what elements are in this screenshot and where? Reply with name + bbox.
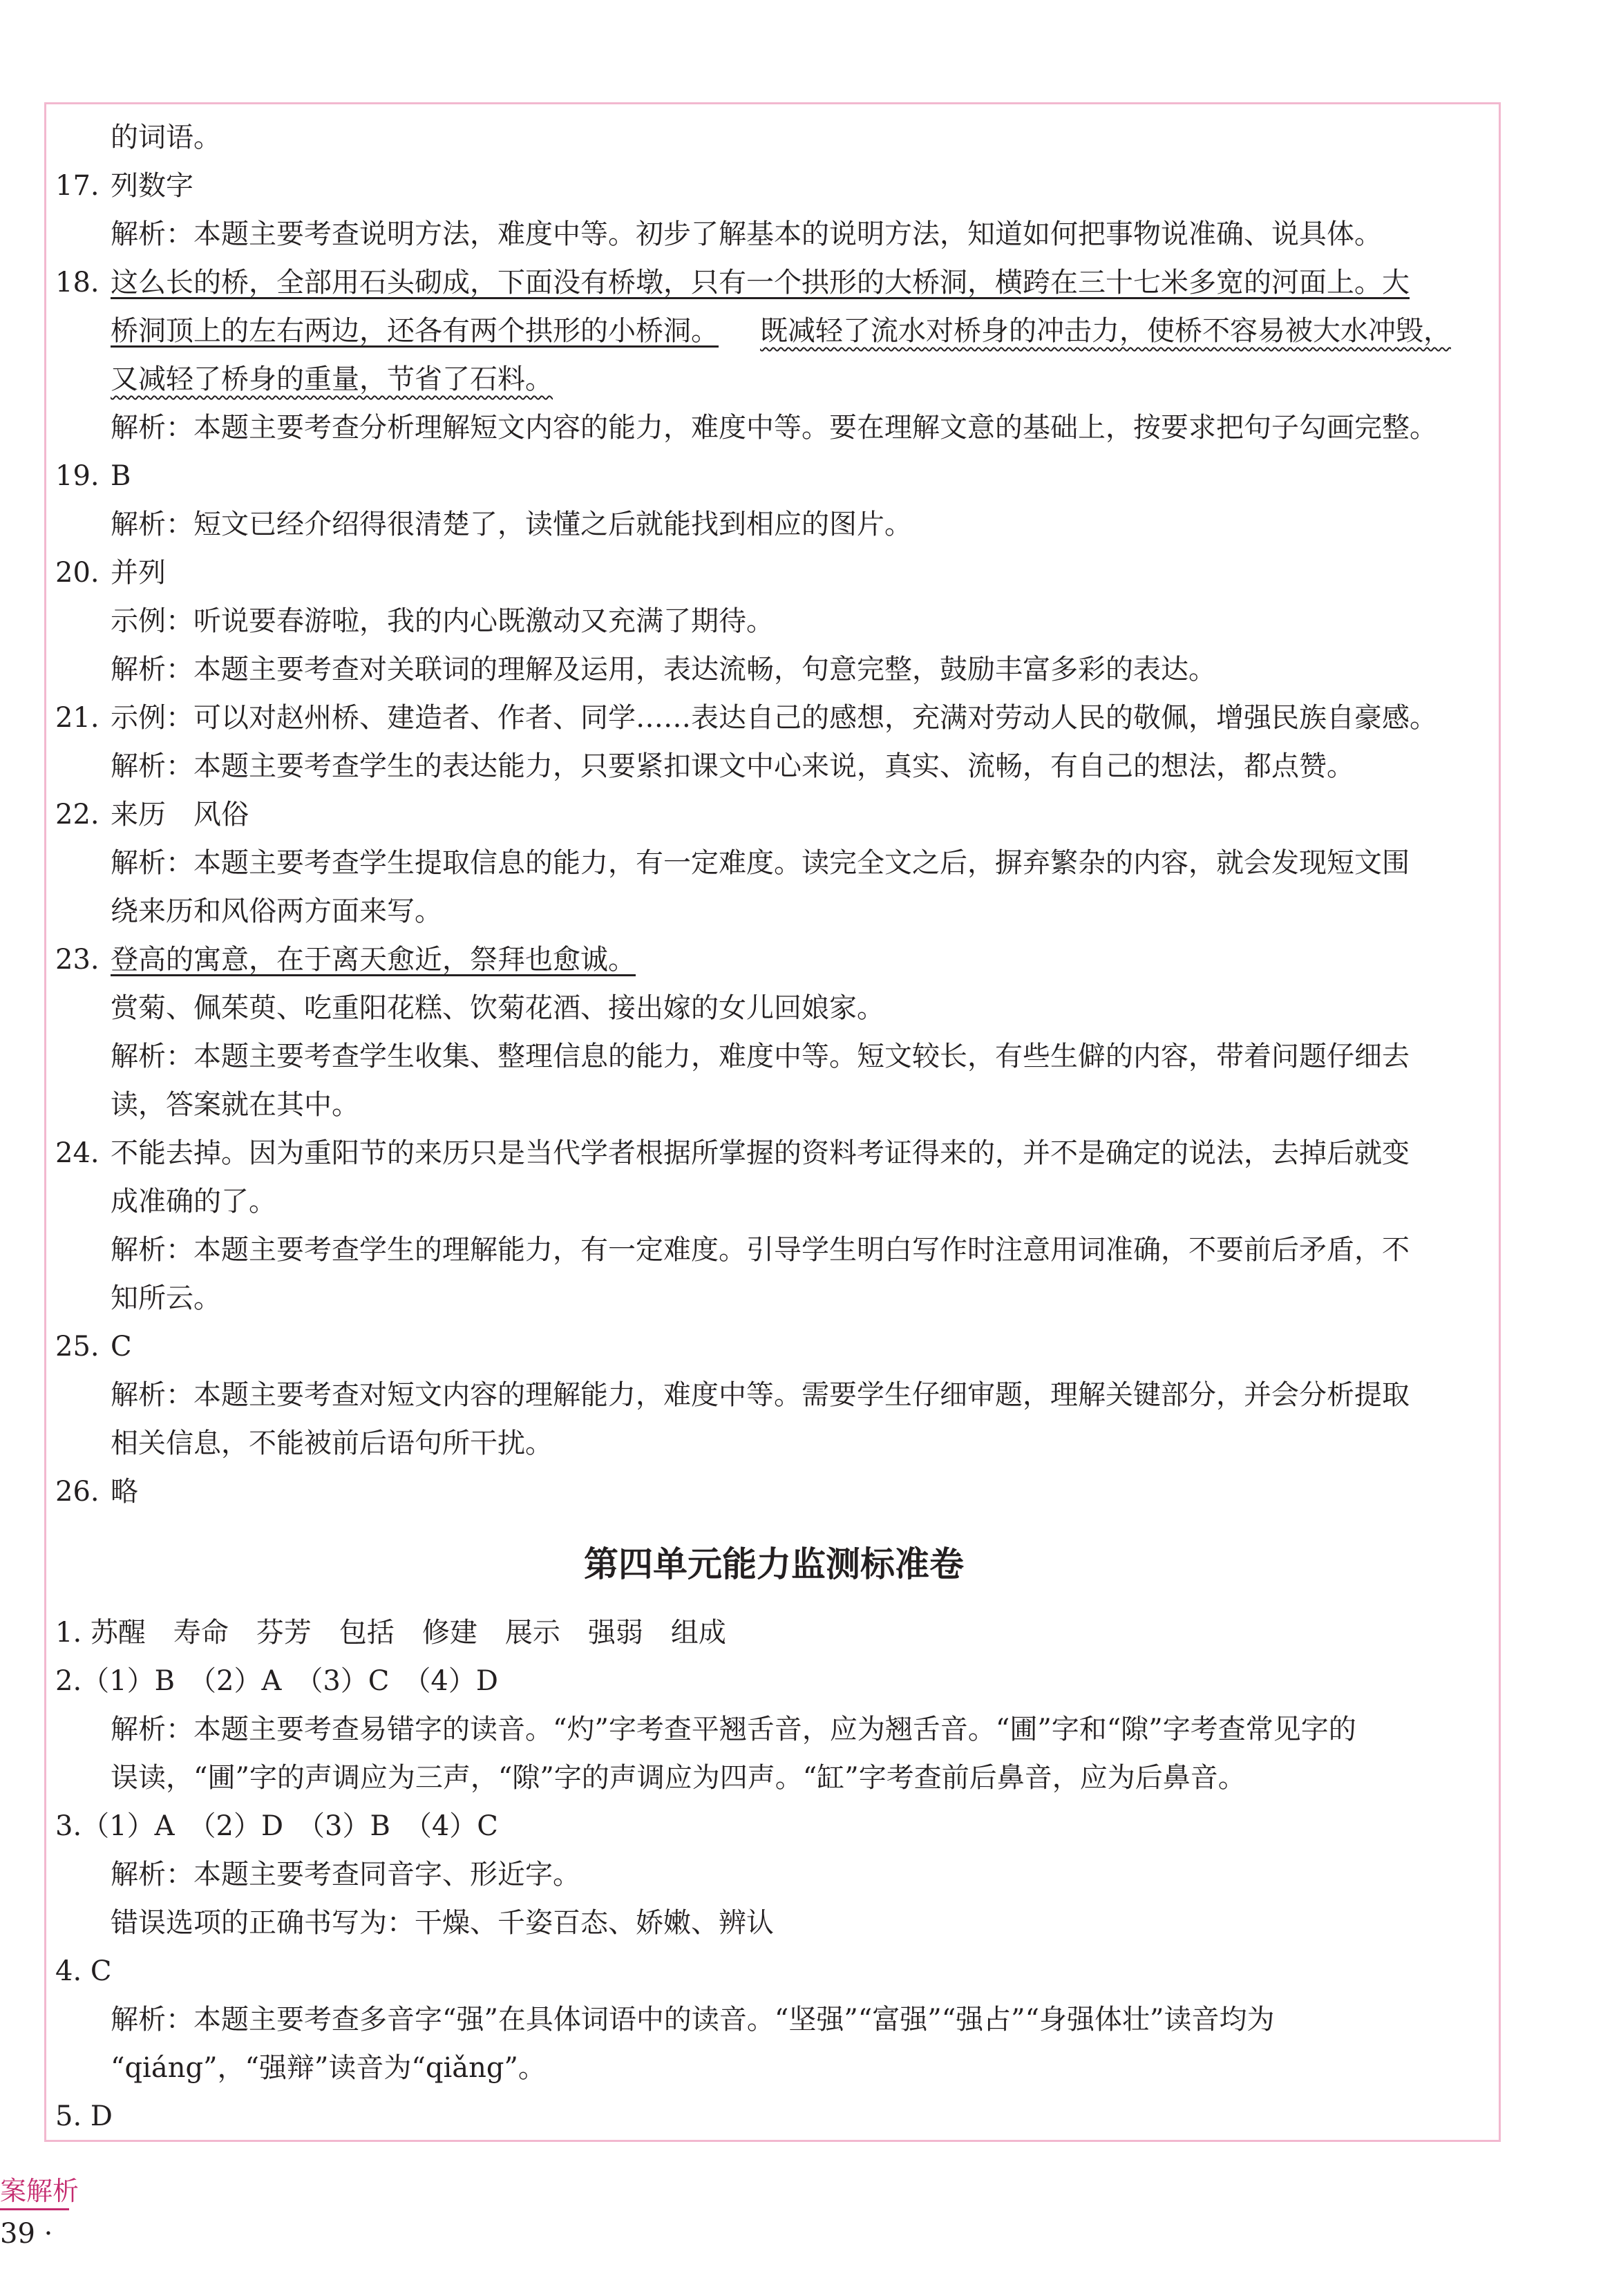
explanation: 解析：本题主要考查多音字“强”在具体词语中的读音。“坚强”“富强”“强占”“身强体壮”读音均为 (111, 2004, 1275, 2036)
explanation: 解析：本题主要考查对短文内容的理解能力，难度中等。需要学生仔细审题，理解关键部分，并会分析提取 (111, 1379, 1410, 1411)
answer-line: 3.（1）A （2）D （3）B （4）C (55, 1810, 498, 1842)
question-21 (55, 694, 1492, 742)
explanation: 相关信息，不能被前后语句所干扰。 (111, 1427, 553, 1459)
explanation: 解析：本题主要考查易错字的读音。“灼”字考查平翘舌音，应为翘舌音。“圃”字和“隙”字考查常见字的 (111, 1714, 1356, 1745)
question-number: 24. (55, 1137, 99, 1169)
explanation: 解析：本题主要考查同音字、形近字。 (111, 1859, 580, 1890)
explanation: 解析：本题主要考查学生的表达能力，只要紧扣课文中心来说，真实、流畅，有自己的想法，都点赞。 (111, 750, 1354, 782)
question-number: 23. (55, 944, 99, 976)
explanation: 读，答案就在其中。 (111, 1089, 359, 1121)
question-23 (55, 936, 1492, 984)
wavy-underlined-answer: 既减轻了流水对桥身的冲击力，使桥不容易被大水冲毁， (760, 315, 1451, 347)
answer-text: C (111, 1331, 132, 1363)
explanation: 解析：本题主要考查分析理解短文内容的能力，难度中等。要在理解文意的基础上，按要求把句子勾画完整。 (111, 412, 1437, 444)
answer-line: 赏菊、佩茱萸、吃重阳花糕、饮菊花酒、接出嫁的女儿回娘家。 (111, 992, 884, 1024)
answer-text: 列数字 (111, 170, 193, 202)
explanation: 错误选项的正确书写为：干燥、千姿百态、娇嫩、辨认 (111, 1907, 774, 1939)
answer-line (55, 355, 1492, 404)
underlined-answer: 登高的寓意，在于离天愈近，祭拜也愈诚。 (111, 944, 636, 976)
answer-text: 并列 (111, 557, 166, 589)
answer-line: 5. D (55, 2100, 113, 2132)
question-number: 20. (55, 557, 99, 589)
underlined-answer: 这么长的桥，全部用石头砌成，下面没有桥墩，只有一个拱形的大桥洞，横跨在三十七米多宽的河面上。大 (111, 267, 1410, 298)
page-number: 39 · (0, 2218, 53, 2250)
section-title: 第四单元能力监测标准卷 (584, 1544, 964, 1584)
question-number: 21. (55, 702, 99, 734)
answer-text: 略 (111, 1476, 138, 1508)
wavy-underlined-answer: 又减轻了桥身的重量，节省了石料。 (111, 363, 553, 395)
answer-text: 不能去掉。因为重阳节的来历只是当代学者根据所掌握的资料考证得来的，并不是确定的说法，去掉后就变 (111, 1137, 1410, 1169)
explanation: 误读，“圃”字的声调应为三声，“隙”字的声调应为四声。“缸”字考查前后鼻音，应为后鼻音。 (111, 1762, 1246, 1794)
explanation: 解析：本题主要考查学生提取信息的能力，有一定难度。读完全文之后，摒弃繁杂的内容，就会发现短文围 (111, 847, 1410, 879)
answer-line: 成准确的了。 (111, 1186, 276, 1217)
question-number: 22. (55, 799, 99, 831)
answer-text: B (111, 460, 131, 492)
example: 示例：听说要春游啦，我的内心既激动又充满了期待。 (111, 605, 774, 637)
explanation: 解析：本题主要考查学生的理解能力，有一定难度。引导学生明白写作时注意用词准确，不要前后矛盾，不 (111, 1234, 1410, 1266)
question-number: 25. (55, 1331, 99, 1363)
question-number: 19. (55, 460, 99, 492)
question-24 (55, 1129, 1492, 1177)
explanation: 绕来历和风俗两方面来写。 (111, 895, 442, 927)
underlined-answer: 桥洞顶上的左右两边，还各有两个拱形的小桥洞。 (111, 315, 719, 347)
answer-line (55, 307, 1492, 355)
answer-text: 示例：可以对赵州桥、建造者、作者、同学……表达自己的感想，充满对劳动人民的敬佩，增强民族自豪感。 (111, 702, 1437, 734)
footer-rule (0, 2208, 69, 2210)
answer-line: 1. 苏醒 寿命 芬芳 包括 修建 展示 强弱 组成 (55, 1617, 726, 1649)
question-20 (55, 549, 1492, 597)
question-18 (55, 258, 1492, 307)
question-number: 18. (55, 267, 99, 298)
explanation: 解析：短文已经介绍得很清楚了，读懂之后就能找到相应的图片。 (111, 509, 912, 540)
text-line: 的词语。 (111, 122, 221, 153)
answer-text: 来历 风俗 (111, 799, 249, 831)
answer-line: 4. C (55, 1955, 112, 1987)
explanation: 解析：本题主要考查学生收集、整理信息的能力，难度中等。短文较长，有些生僻的内容，带着问题仔细去 (111, 1041, 1410, 1072)
explanation: 知所云。 (111, 1282, 221, 1314)
explanation: “qiáng”，“强辩”读音为“qiǎng”。 (111, 2052, 546, 2084)
question-19 (55, 452, 1492, 500)
question-22 (55, 790, 1492, 839)
answer-line: 2.（1）B （2）A （3）C （4）D (55, 1665, 498, 1697)
footer-label: 案解析 (0, 2176, 79, 2206)
explanation: 解析：本题主要考查对关联词的理解及运用，表达流畅，句意完整，鼓励丰富多彩的表达。 (111, 654, 1216, 685)
explanation: 解析：本题主要考查说明方法，难度中等。初步了解基本的说明方法，知道如何把事物说准确、说具体。 (111, 218, 1382, 250)
question-17 (55, 162, 1492, 210)
question-number: 26. (55, 1476, 99, 1508)
question-25 (55, 1322, 1492, 1371)
question-number: 17. (55, 170, 99, 202)
question-26 (55, 1468, 1492, 1516)
answer-content (55, 113, 1492, 2141)
